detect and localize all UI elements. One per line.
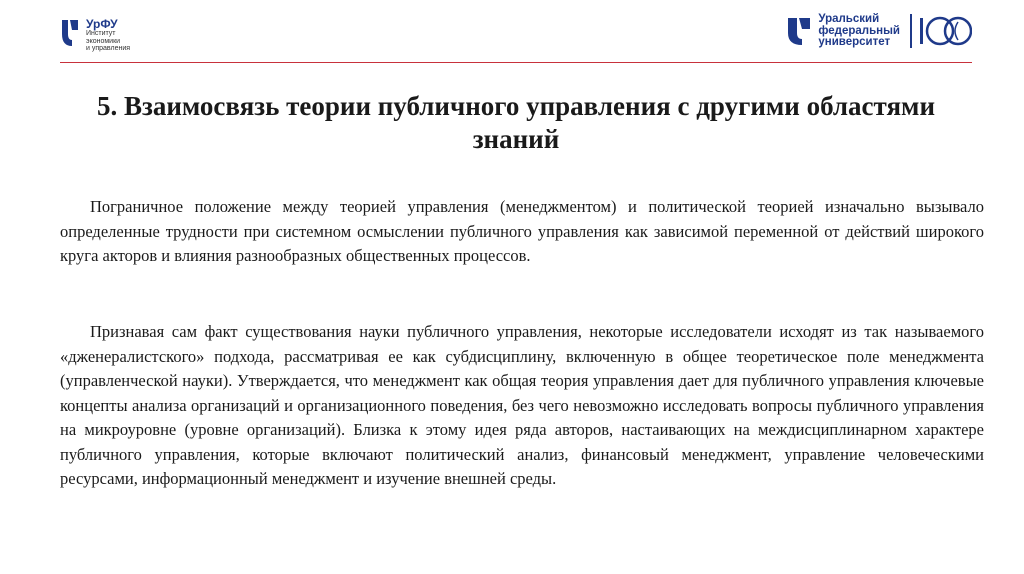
anniversary-seal-icon: [918, 14, 972, 48]
logo-brand-text: УрФУ: [86, 17, 118, 31]
logo-institute-line: экономики: [86, 37, 121, 45]
body-paragraph: Признавая сам факт существования науки публичного управления, некоторые исследователи исходят из так называемого «дженералистского» подхода, рассматривая ее как субдисциплину, включенную в общее теоретическое поле менеджмента (управленческой науки). Утверждается, что менеджмент как общая теория управления дает для публичного управления ключевые концепты анализа организаций и организационного поведения, без чего невозможно исследовать вопросы публичного управления на микроуровне (уровне организаций). Близка к этому идея ряда авторов, настаивающих на междисциплинарном характере публичного управления, которые включают политический анализ, финансовый менеджмент, управление человеческими ресурсами, информационный менеджмент и изучение внешней среды.: [60, 322, 984, 488]
logo-divider: [910, 14, 912, 48]
university-name-line: федеральный: [818, 24, 900, 37]
header-divider: [60, 62, 972, 63]
urfu-u-logo-icon: [60, 18, 80, 48]
logo-urfu-institute: [60, 18, 130, 53]
university-name-line: университет: [818, 36, 891, 48]
university-name-line: Уральский: [818, 13, 880, 25]
logo-urfu-university: [786, 14, 972, 49]
urfu-u-logo-icon: [786, 16, 812, 46]
body-paragraph: Пограничное положение между теорией управления (менеджментом) и политической теорией изначально вызывало определенные трудности при системном осмыслении публичного управления как зависимой переменной от действий широкого круга акторов и влияния разнообразных общественных процессов.: [60, 197, 984, 265]
slide-title: 5. Взаимосвязь теории публичного управления с другими областями знаний: [96, 91, 935, 155]
logo-institute-line: Институт: [86, 30, 116, 37]
logo-institute-line: и управления: [86, 45, 131, 52]
